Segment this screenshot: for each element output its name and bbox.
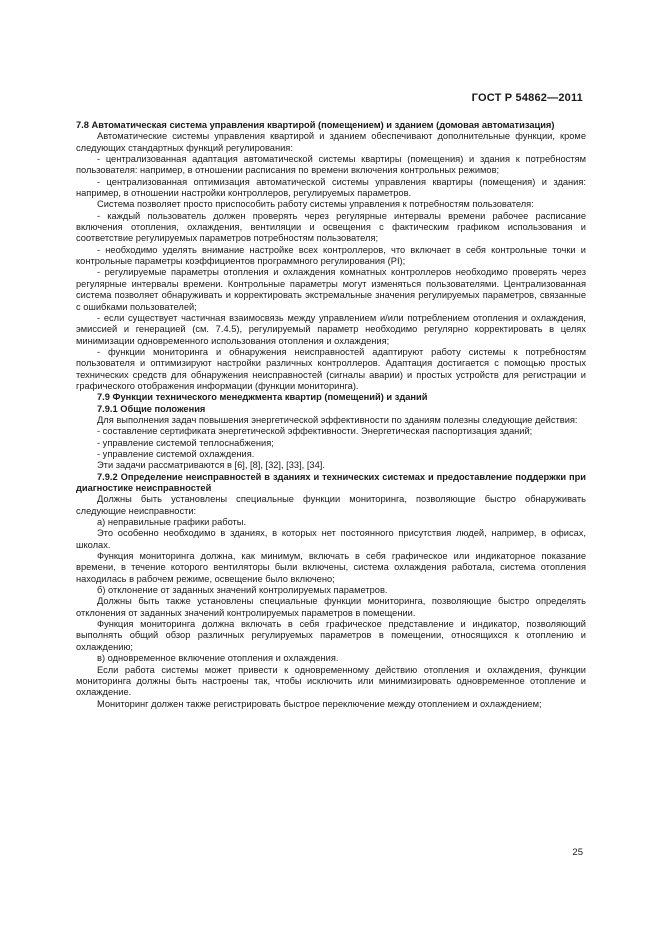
list-item: - управление системой охлаждения. <box>97 448 255 459</box>
paragraph: Для выполнения задач повышения энергетической эффективности по зданиям полезны следующие действия: <box>97 414 578 425</box>
list-item: - централизованная адаптация автоматической системы квартиры (помещения) и здания к потребностям пользователя: например, в отношении расписания по времени включения контрольных режимов; <box>76 154 586 176</box>
list-item: - если существует частичная взаимосвязь между управлением и/или потреблением отопления и охлаждения, эмиссией и генерацией (см. 7.4.5), регулируемый параметр необходимо регулярно корректировать в целях минимизации одновременного использования отопления и охлаждения; <box>76 312 586 346</box>
list-item: - управление системой теплоснабжения; <box>97 437 274 448</box>
list-item-a: а) неправильные графики работы. <box>97 517 247 528</box>
list-item-v: в) одновременное включение отопления и охлаждения. <box>97 653 339 664</box>
paragraph: Автоматические системы управления квартирой и зданием обеспечивают дополнительные функции, кроме следующих стандартных функций регулирования: <box>76 131 586 153</box>
section-7-9-1-title: 7.9.1 Общие положения <box>97 403 206 414</box>
page-content <box>76 120 586 710</box>
section-7-9-2-title: 7.9.2 Определение неисправностей в зданиях и технических системах и предоставление поддержки при диагностике неисправностей <box>76 471 586 493</box>
section-7-9-title: 7.9 Функции технического менеджмента квартир (помещений) и зданий <box>97 392 428 403</box>
paragraph: Мониторинг должен также регистрировать быстрое переключение между отоплением и охлаждением; <box>97 698 542 709</box>
paragraph: Если работа системы может привести к одновременному действию отопления и охлаждения, функции мониторинга должны быть настроены так, чтобы исключить или минимизировать одновременное отопление и охлаждение. <box>76 664 586 698</box>
paragraph: Должны быть также установлены специальные функции мониторинга, позволяющие быстро определять отклонения от заданных значений контролируемых параметров в помещении. <box>76 596 586 618</box>
page-number: 25 <box>572 847 583 858</box>
list-item: - регулируемые параметры отопления и охлаждения комнатных контроллеров необходимо проверять через регулярные интервалы времени. Контрольные параметры могут изменяться пользователями. Централизованная система позволяет обнаруживать и корректировать экстремальные значения регулируемых параметров, связанные с ошибками пользователей; <box>76 267 586 312</box>
paragraph: Функция мониторинга должна включать в себя графическое представление и индикатор, позволяющий выполнять общий обзор различных регулируемых параметров в помещении, относящихся к отоплению и охлаждению; <box>76 619 586 652</box>
list-item-b: б) отклонение от заданных значений контролируемых параметров. <box>97 585 388 596</box>
list-item: - каждый пользователь должен проверять через регулярные интервалы времени рабочее расписание включения отопления, охлаждения, вентиляции и освещения с фактическим графиком использования и соответствие регулируемых параметров потребностям пользователя; <box>76 210 586 244</box>
list-item: - функции мониторинга и обнаружения неисправностей адаптируют работу системы к потребностям пользователя и оптимизируют настройки различных контроллеров. Адаптация достигается с помощью простых технических средств для обнаружения неисправностей (сигналы аварии) и простых устройств для регистрации и графического отображения информации (функции мониторинга). <box>76 346 586 391</box>
paragraph: Это особенно необходимо в зданиях, в которых нет постоянного присутствия людей, например, в офисах, школах. <box>76 528 586 550</box>
paragraph: Система позволяет просто приспособить работу системы управления к потребностям пользователя: <box>97 199 534 210</box>
list-item: - централизованная оптимизация автоматической системы управления квартиры (помещения) и здания: например, в отношении настройки контроллеров, регулируемых параметров. <box>76 176 586 199</box>
list-item: - составление сертификата энергетической эффективности. Энергетическая паспортизация зданий; <box>97 426 533 437</box>
document-code: ГОСТ Р 54862—2011 <box>471 92 583 104</box>
list-item: - необходимо уделять внимание настройке всех контроллеров, что включает в себя контрольные точки и контрольные параметры коэффициентов программного регулирования (PI); <box>76 244 586 267</box>
paragraph: Должны быть установлены специальные функции мониторинга, позволяющие быстро обнаруживать следующие неисправности: <box>76 494 586 516</box>
paragraph: Функция мониторинга должна, как минимум, включать в себя графическое или индикаторное показание времени, в течение которого вентиляторы были включены, система охлаждения работала, система отопления находилась в рабочем режиме, освещение было включено; <box>76 551 586 584</box>
section-7-8-title: 7.8 Автоматическая система управления квартирой (помещением) и зданием (домовая автоматизация) <box>76 120 555 130</box>
paragraph: Эти задачи рассматриваются в [6], [8], [32], [33], [34]. <box>97 460 325 471</box>
